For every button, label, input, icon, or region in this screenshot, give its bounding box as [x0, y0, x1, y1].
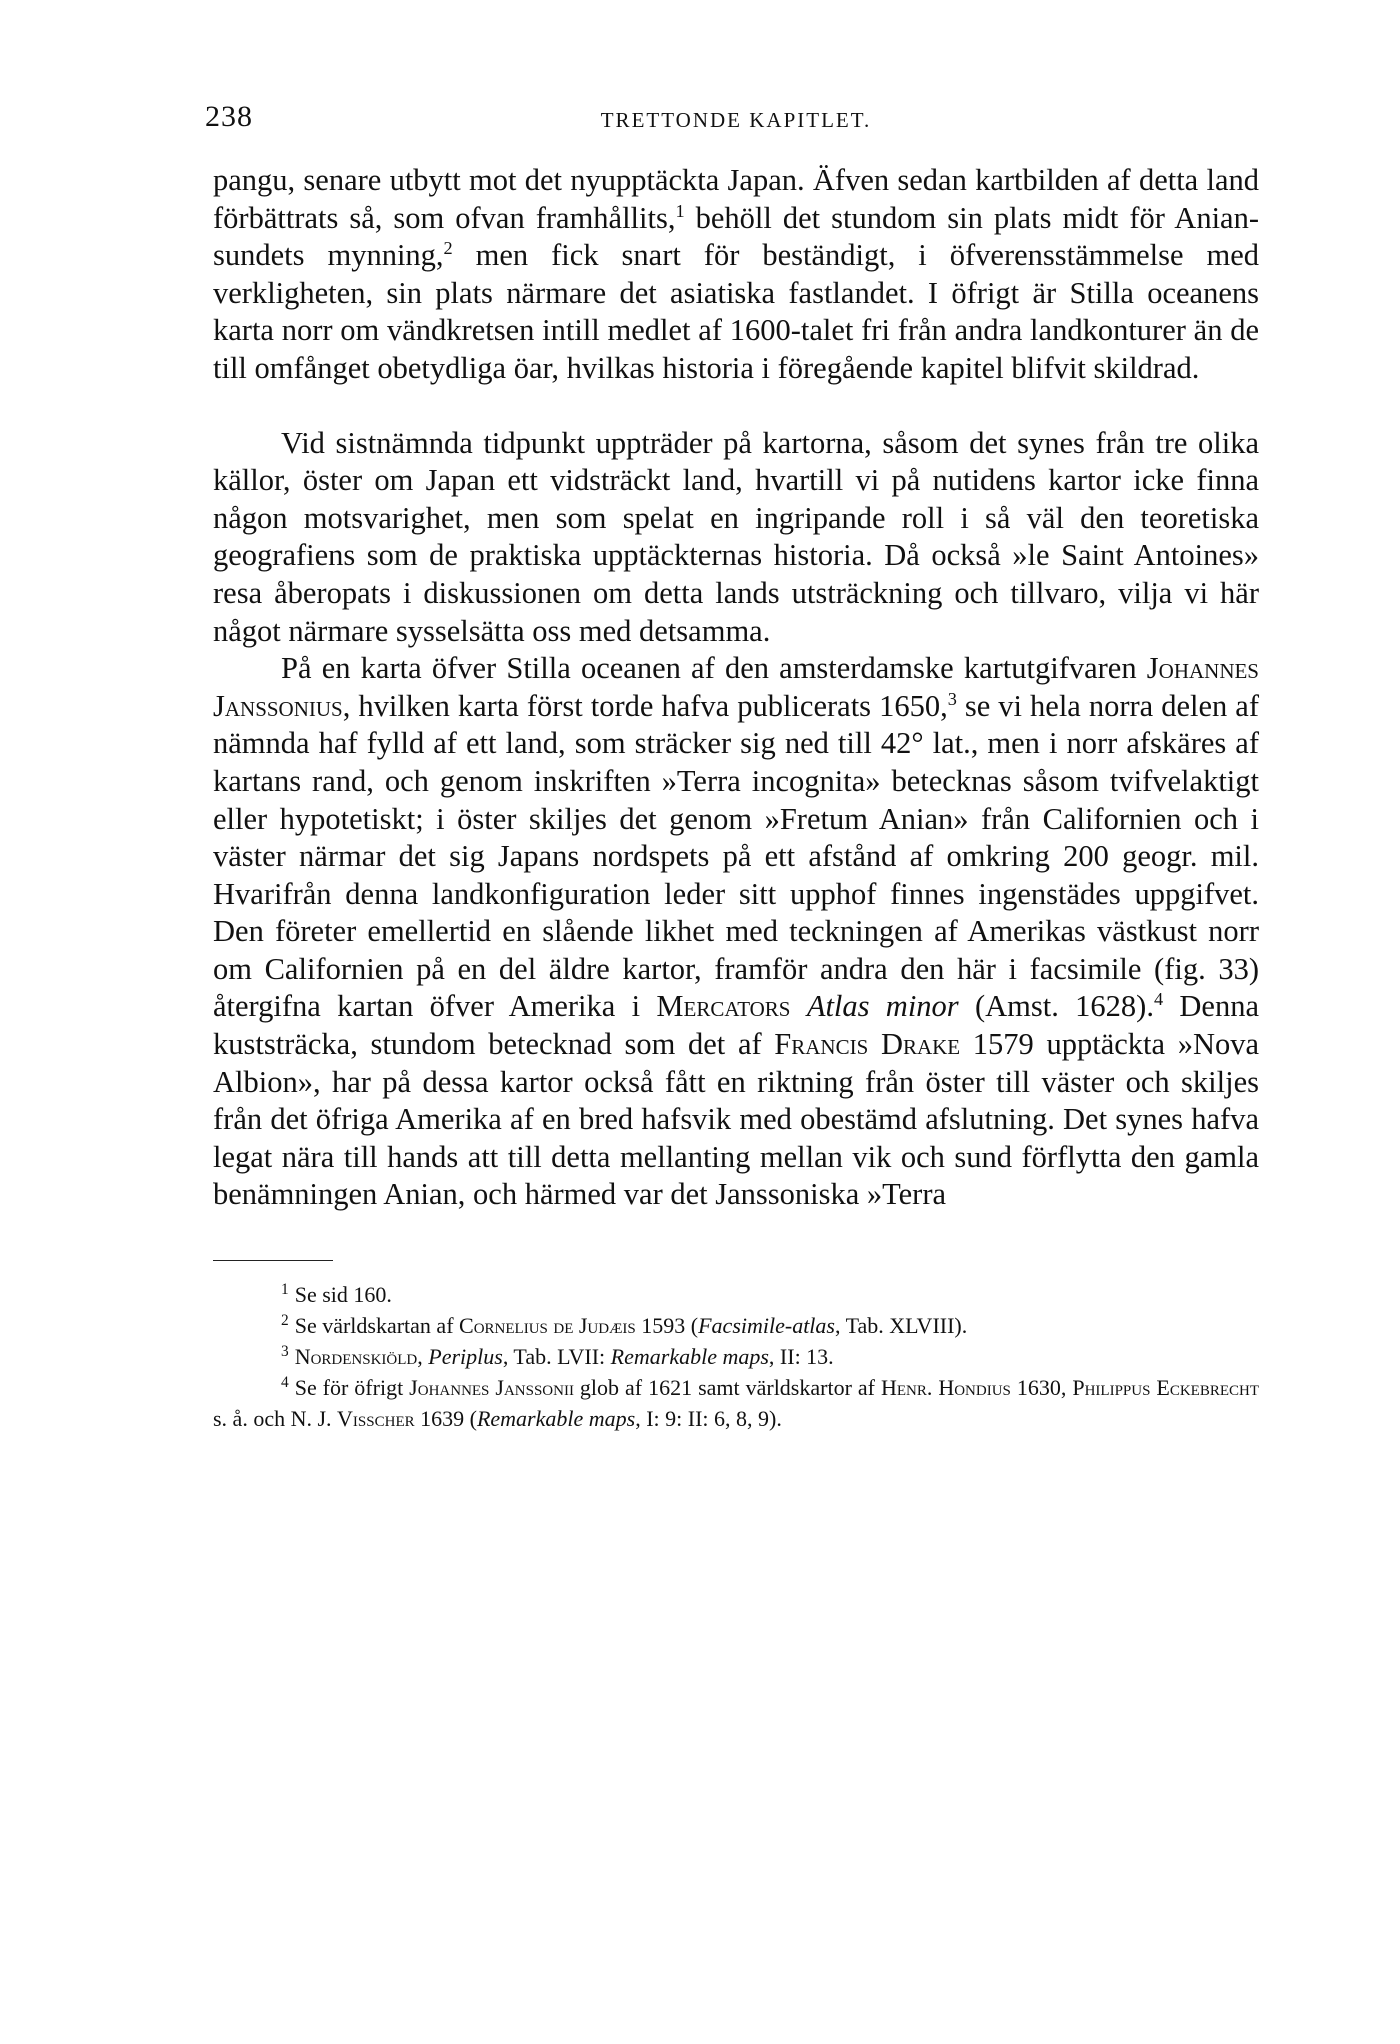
text-run: s. å. och N. J.	[213, 1406, 338, 1432]
text-run: Se för öfrigt	[294, 1375, 410, 1401]
text-run: Se sid 160.	[294, 1282, 392, 1308]
paragraph	[213, 162, 1259, 388]
text-run: , I: 9: II: 6, 8, 9).	[635, 1406, 782, 1432]
italic-text: Atlas minor	[806, 989, 959, 1024]
footnotes	[213, 1279, 1259, 1434]
page-header	[205, 100, 1259, 140]
text-run: 1579 upptäckta »Nova Albion», har på dessa kartor också fått en riktning från öster till väster och skiljes från det öfriga Amerika af en bred hafsvik med obestämd afslutning. Det synes hafva legat nära till hands att till detta mellanting mellan vik och sund förflytta den gamla benämningen Anian, och härmed var det Janssoniska »Terra	[213, 1027, 1260, 1212]
italic-text: Remarkable maps	[610, 1344, 769, 1370]
small-caps-name: Johannes Janssonii	[409, 1375, 574, 1401]
text-run	[791, 989, 807, 1023]
text-run: glob af 1621 samt världskartor af	[573, 1375, 881, 1401]
text-run: 1630,	[1010, 1375, 1073, 1401]
text-run: 1639 (	[414, 1406, 477, 1432]
text-run: , hvilken karta först torde hafva publicerats 1650,	[342, 688, 948, 723]
footnote	[213, 1341, 1259, 1372]
small-caps-name: Henr. Hondius	[880, 1375, 1011, 1401]
small-caps-name: Visscher	[337, 1406, 415, 1432]
running-title: TRETTONDE KAPITLET.	[600, 108, 872, 132]
text-run: , Tab. XLVIII).	[834, 1313, 968, 1339]
footnote-divider	[213, 1260, 333, 1261]
text-run: Se världskartan af	[294, 1313, 460, 1339]
footnote	[213, 1279, 1259, 1310]
footnote-number: 4	[281, 1373, 289, 1391]
book-page	[205, 100, 1260, 1434]
text-run: pangu, senare utbytt mot det nyupptäckta Japan. Äfven sedan kartbilden af detta land förbättrats så, som ofvan framhållits,	[213, 163, 1259, 235]
small-caps-name: Francis Drake	[774, 1027, 961, 1062]
footnote-number: 2	[281, 1311, 289, 1329]
small-caps-name: Mercators	[656, 989, 791, 1024]
paragraph	[213, 650, 1259, 1214]
text-run: Denna kuststräcka, stundom betecknad som det af	[213, 989, 1259, 1062]
text-run: (Amst. 1628).	[958, 989, 1154, 1024]
text-run: , II: 13.	[768, 1344, 834, 1370]
italic-text: Remarkable maps	[476, 1406, 636, 1432]
italic-text: Facsimile-atlas	[698, 1313, 835, 1339]
footnote-number: 3	[281, 1342, 289, 1360]
footnote-ref: 2	[443, 238, 453, 259]
footnote-number: 1	[281, 1280, 289, 1298]
text-run: Vid sistnämnda tidpunkt uppträder på kartorna, såsom det synes från tre olika källor, öster om Japan ett vidsträckt land, hvartill vi på nutidens kartor icke finna någon motsvarighet, men som spelat en ingripande roll i så väl den teoretiska geografiens som de praktiska upptäckternas historia. Då också »le Saint Antoines» resa åberopats i diskussionen om detta lands utsträckning och tillvaro, vilja vi här något närmare sysselsätta oss med detsamma.	[213, 425, 1259, 648]
footnote	[213, 1310, 1259, 1341]
body-text	[213, 162, 1259, 1214]
text-run: , Tab. LVII:	[502, 1344, 611, 1370]
page-number: 238	[205, 100, 253, 133]
text-run: men fick snart för beständigt, i öfverensstämmelse med verkligheten, sin plats närmare det asiatiska fastlandet. I öfrigt är Stilla oceanens karta norr om vändkretsen intill medlet af 1600-talet fri från andra landkonturer än de till omfånget obetydliga öar, hvilkas historia i föregående kapitel blifvit skildrad.	[213, 238, 1259, 385]
text-run: 1593 (	[635, 1313, 699, 1339]
text-run: behöll det stundom sin plats midt för Anian-sundets mynning,	[213, 200, 1259, 273]
footnote-ref: 3	[947, 688, 957, 709]
small-caps-name: Johannes Janssonius	[213, 651, 1259, 723]
text-run: På en karta öfver Stilla oceanen af den amsterdamske kartutgifvaren	[281, 651, 1147, 686]
small-caps-name: Nordenskiöld	[294, 1344, 418, 1370]
footnote-ref: 1	[675, 200, 685, 221]
paragraph-gap	[213, 388, 1259, 425]
footnote	[213, 1372, 1259, 1434]
italic-text: Periplus	[428, 1344, 503, 1370]
footnote-ref: 4	[1153, 989, 1164, 1010]
small-caps-name: Cornelius de Judæis	[459, 1313, 636, 1339]
text-run: se vi hela norra delen af nämnda haf fylld af ett land, som sträcker sig ned till 42° lat., men i norr afskäres af kartans rand, och genom inskriften »Terra incognita» betecknas såsom tvifvelaktigt eller hypotetiskt; i öster skiljes det genom »Fretum Anian» från Californien och i väster närmar det sig Japans nordspets på ett afstånd af omkring 200 geogr. mil. Hvarifrån denna landkonfiguration leder sitt upphof finnes ingenstädes uppgifvet. Den företer emellertid en slående likhet med teckningen af Amerikas västkust norr om Californien på en del äldre kartor, framför andra den här i facsimile (fig. 33) återgifna kartan öfver Amerika i	[213, 688, 1259, 1024]
text-run: ,	[417, 1344, 429, 1370]
small-caps-name: Philippus Eckebrecht	[1072, 1375, 1260, 1401]
paragraph	[213, 425, 1259, 651]
